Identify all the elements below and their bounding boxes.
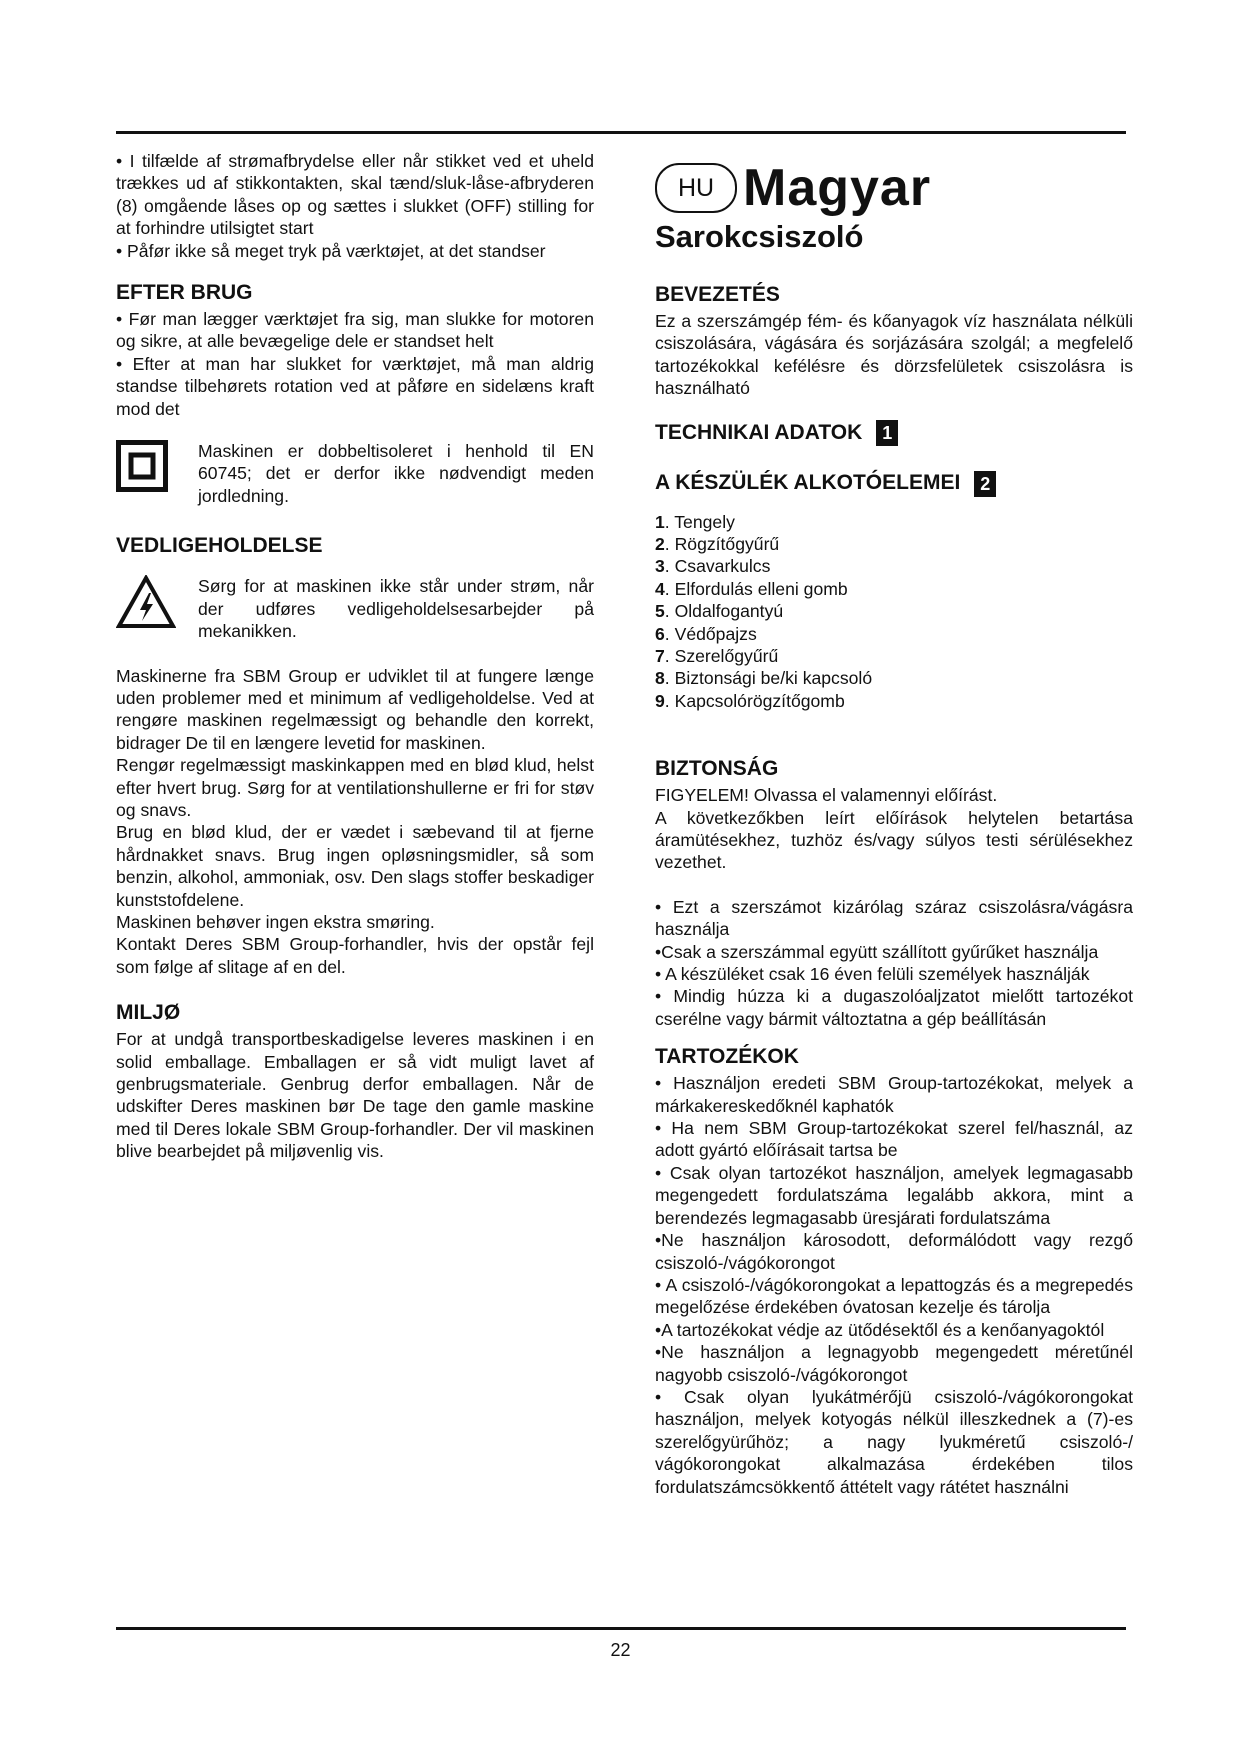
list-item: 3. Csavarkulcs <box>655 556 771 577</box>
double-insulation-icon <box>116 440 168 492</box>
list-item: 6. Védőpajzs <box>655 623 757 644</box>
page-number: 22 <box>610 1640 631 1660</box>
paragraph: •Ne használjon a legnagyobb megengedett méretűnél nagyobb csiszoló-/vágókorongot <box>655 1342 1133 1385</box>
section-heading-tartozekok: TARTOZÉKOK <box>655 1045 799 1069</box>
section-heading-bevezetes: BEVEZETÉS <box>655 283 780 306</box>
paragraph: • Ha nem SBM Group-tartozékokat szerel fel/használ, az adott gyártó előírásait tartsa be <box>655 1118 1133 1161</box>
section-heading-technikai-adatok <box>655 420 1133 446</box>
paragraph: • Ezt a szerszámot kizárólag száraz csiszolásra/vágásra használja <box>655 896 1133 940</box>
section-heading-vedligeholdelse: VEDLIGEHOLDELSE <box>116 534 323 558</box>
double-insulation-block <box>116 440 594 507</box>
warning-block <box>116 575 594 642</box>
list-item: 7. Szerelőgyűrű <box>655 645 779 666</box>
paragraph: For at undgå transportbeskadigelse leveres maskinen i en solid emballage. Emballagen er så vidt muligt lavet af genbrugsmateriale. Genbrug derfor emballagen. Når de udskifter Deres maskinen bør De tage den gamle maskine med til Deres lokale SBM Group-forhandler. Der vil maskinen blive bearbejdet på miljøvenlig vis. <box>116 1029 594 1162</box>
heading-text: A KÉSZÜLÉK ALKOTÓELEMEI <box>655 471 961 495</box>
list-item: 9. Kapcsolórögzítőgomb <box>655 690 845 711</box>
double-insulation-text: Maskinen er dobbeltisoleret i henhold til EN 60745; det er derfor ikke nødvendigt meden jordledning. <box>198 441 594 506</box>
parts-list <box>655 511 1133 713</box>
paragraph: • Efter at man har slukket for værktøjet, må man aldrig standse tilbehørets rotation ved at påføre en sidelæns kraft mod det <box>116 353 594 419</box>
paragraph: Ez a szerszámgép fém- és kőanyagok víz használata nélküli csiszolására, vágására és sorjázására szolgál; a megfelelő tartozékokkal kefélésre és dörzsfelületek csiszolásra is használható <box>655 311 1133 399</box>
paragraph: • A készüléket csak 16 éven felüli személyek használják <box>655 964 1090 985</box>
warning-text: Sørg for at maskinen ikke står under strøm, når der udføres vedligeholdelsesarbejder på mekanikken. <box>198 576 594 642</box>
language-badge: HU <box>655 163 737 213</box>
paragraph: • Csak olyan tartozékot használjon, amelyek legmagasabb megengedett fordulatszáma legalább akkora, mint a berendezés legmagasabb üresjárati fordulatszáma <box>655 1162 1133 1228</box>
paragraph: • Mindig húzza ki a dugaszolóaljzatot mielőtt tartozékot cserélne vagy bármit változtatna a gép beállításán <box>655 986 1133 1029</box>
list-item: 8. Biztonsági be/ki kapcsoló <box>655 668 873 689</box>
section-heading-biztonsag: BIZTONSÁG <box>655 757 779 781</box>
paragraph: Maskinerne fra SBM Group er udviklet til at fungere længe uden problemer med et minimum af vedligeholdelse. Ved at rengøre maskinen regelmæssigt og behandle den korrekt, bidrager De til en længere levetid for maskinen. <box>116 665 594 753</box>
list-item: 1. Tengely <box>655 511 735 532</box>
paragraph: •Csak a szerszámmal együtt szállított gyűrűket használja <box>655 941 1099 962</box>
bottom-rule <box>116 1627 1126 1630</box>
paragraph: Brug en blød klud, der er vædet i sæbevand til at fjerne hårdnakket snavs. Brug ingen opløsningsmidler, så som benzin, alkohol, ammoniak, osv. Den slags stoffer beskadiger kunststofdelene. <box>116 822 594 910</box>
right-column <box>655 160 1133 1498</box>
paragraph: Rengør regelmæssigt maskinkappen med en blød klud, helst efter hvert brug. Sørg for at ventilationshullerne er fri for støv og snavs. <box>116 755 594 820</box>
paragraph: • Før man lægger værktøjet fra sig, man slukke for motoren og sikre, at alle bevægelige dele er standset helt <box>116 309 594 352</box>
figure-number-badge: 1 <box>876 420 898 446</box>
electric-hazard-icon <box>116 575 176 629</box>
paragraph: • Påfør ikke så meget tryk på værktøjet, at det standser <box>116 240 546 261</box>
paragraph: •Ne használjon károsodott, deformálódott vagy rezgő csiszoló-/vágókorongot <box>655 1230 1133 1273</box>
list-item: 2. Rögzítőgyűrű <box>655 533 780 554</box>
language-name: Magyar <box>743 159 932 217</box>
paragraph: Kontakt Deres SBM Group-forhandler, hvis der opstår fejl som følge af slitage af en del. <box>116 934 594 977</box>
paragraph: A következőkben leírt előírások helytelen betartása áramütésekhez, tuzhöz és/vagy súlyos testi sérülésekhez vezethet. <box>655 807 1133 873</box>
paragraph: FIGYELEM! Olvassa el valamennyi előírást. <box>655 785 998 806</box>
paragraph: Maskinen behøver ingen ekstra smøring. <box>116 911 435 932</box>
paragraph: • Használjon eredeti SBM Group-tartozékokat, melyek a márkakereskedőknél kaphatók <box>655 1073 1133 1116</box>
list-item: 5. Oldalfogantyú <box>655 601 784 622</box>
paragraph: •A tartozékokat védje az ütődésektől és a kenőanyagoktól <box>655 1319 1105 1340</box>
section-heading-efter-brug: EFTER BRUG <box>116 281 253 305</box>
language-title <box>655 160 1133 216</box>
left-column <box>116 150 594 1163</box>
figure-number-badge: 2 <box>974 471 996 497</box>
section-heading-miljo: MILJØ <box>116 1001 181 1025</box>
heading-text: TECHNIKAI ADATOK <box>655 420 863 444</box>
paragraph: • I tilfælde af strømafbrydelse eller når stikket ved et uheld trækkes ud af stikkontakten, skal tænd/sluk-låse-afbryderen (8) omgående låses op og sættes i slukket (OFF) stilling for at forhindre utilsigtet start <box>116 151 594 239</box>
section-heading-alkotoelemei <box>655 470 1133 496</box>
list-item: 4. Elfordulás elleni gomb <box>655 578 848 599</box>
paragraph: • Csak olyan lyukátmérőjü csiszoló-/vágókorongokat használjon, melyek kotyogás nélkül illeszkednek a (7)-es szerelőgyürűhöz; a nagy lyukméretű csiszoló-/ vágókorongokat alkalmazása érdekében tilos fordulatszámcsökkentő áttételt vagy rátétet használni <box>655 1386 1133 1497</box>
paragraph: • A csiszoló-/vágókorongokat a lepattogzás és a megrepedés megelőzése érdekében óvatosan kezelje és tárolja <box>655 1274 1133 1318</box>
top-rule <box>116 131 1126 134</box>
product-title: Sarokcsiszoló <box>655 219 864 254</box>
